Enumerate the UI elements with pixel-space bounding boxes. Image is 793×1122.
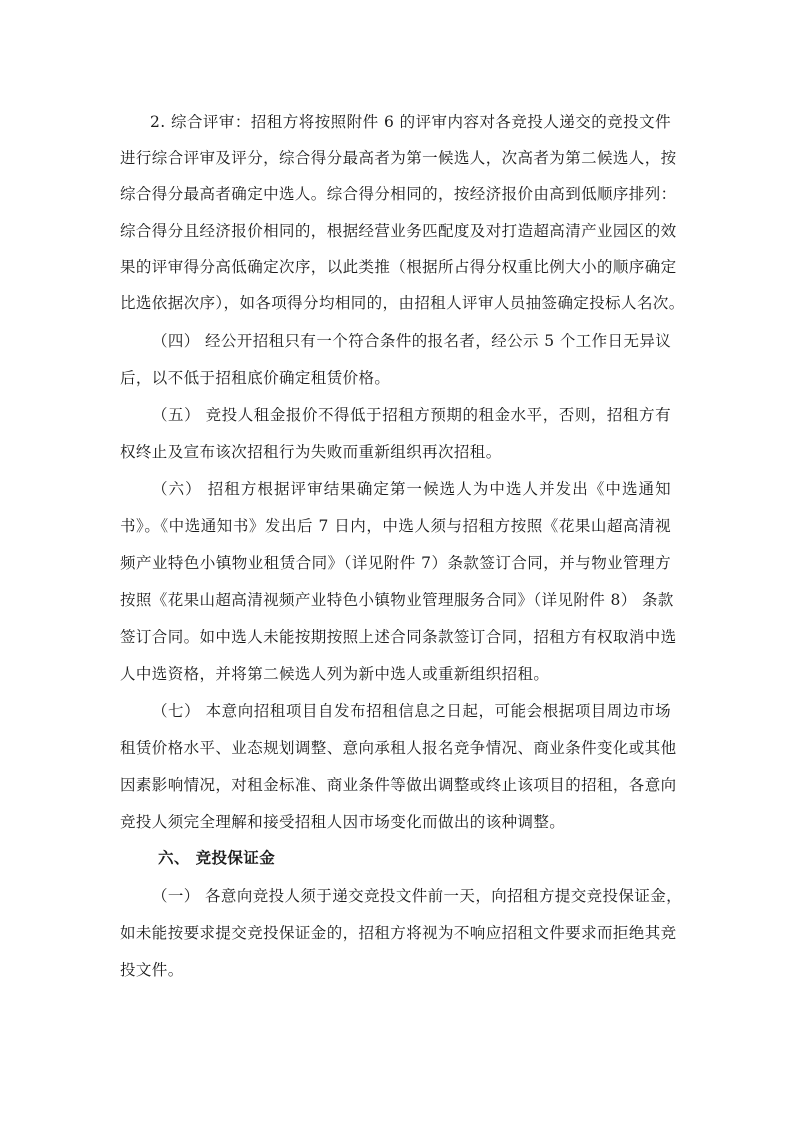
paragraph-5-line-3: 因素影响情况，对租金标准、商业条件等做出调整或终止该项目的招租，各意向 xyxy=(120,776,677,794)
paragraph-3-line-2: 权终止及宣布该次招租行为失败而重新组织再次招租。 xyxy=(120,443,502,461)
paragraph-3-line-1: （五） 竞投人租金报价不得低于招租方预期的租金水平，否则，招租方有 xyxy=(152,406,671,424)
paragraph-4-line-4: 按照《花果山超高清视频产业特色小镇物业管理服务合同》（详见附件 8） 条款 xyxy=(120,591,674,609)
paragraph-4-line-2: 书》。《中选通知书》发出后 7 日内，中选人须与招租方按照《花果山超高清视 xyxy=(120,517,671,535)
paragraph-4-line-6: 人中选资格，并将第二候选人列为新中选人或重新组织招租。 xyxy=(120,665,550,683)
paragraph-5-line-2: 租赁价格水平、业态规划调整、意向承租人报名竞争情况、商业条件变化或其他 xyxy=(120,739,677,757)
paragraph-4-line-1: （六） 招租方根据评审结果确定第一候选人为中选人并发出《中选通知 xyxy=(152,480,671,498)
paragraph-1-line-3: 综合得分最高者确定中选人。综合得分相同的，按经济报价由高到低顺序排列： xyxy=(120,185,677,203)
paragraph-1-line-2: 进行综合评审及评分，综合得分最高者为第一候选人，次高者为第二候选人，按 xyxy=(120,149,677,167)
paragraph-1-line-5: 果的评审得分高低确定次序，以此类推（根据所占得分权重比例大小的顺序确定 xyxy=(120,258,677,276)
paragraph-1-line-1: 2. 综合评审：招租方将按照附件 6 的评审内容对各竞投人递交的竞投文件 xyxy=(150,113,671,131)
paragraph-2-line-2: 后，以不低于招租底价确定租赁价格。 xyxy=(120,369,391,387)
paragraph-6-line-2: 如未能按要求提交竞投保证金的，招租方将视为不响应招租文件要求而拒绝其竞 xyxy=(120,924,677,942)
section-heading: 六、 竞投保证金 xyxy=(158,849,276,867)
paragraph-1-line-6: 比选依据次序），如各项得分均相同的，由招租人评审人员抽签确定投标人名次。 xyxy=(120,294,685,312)
paragraph-1-line-4: 综合得分且经济报价相同的，根据经营业务匹配度及对打造超高清产业园区的效 xyxy=(120,222,677,240)
paragraph-2-line-1: （四） 经公开招租只有一个符合条件的报名者，经公示 5 个工作日无异议 xyxy=(152,332,672,350)
paragraph-4-line-5: 签订合同。如中选人未能按期按照上述合同条款签订合同，招租方有权取消中选 xyxy=(120,628,677,646)
paragraph-5-line-1: （七） 本意向招租项目自发布招租信息之日起，可能会根据项目周边市场 xyxy=(152,702,671,720)
paragraph-5-line-4: 竞投人须完全理解和接受招租人因市场变化而做出的该种调整。 xyxy=(120,813,566,831)
paragraph-6-line-3: 投文件。 xyxy=(120,961,184,979)
paragraph-6-line-1: （一） 各意向竞投人须于递交竞投文件前一天，向招租方提交竞投保证金， xyxy=(152,887,683,905)
paragraph-4-line-3: 频产业特色小镇物业租赁合同》（详见附件 7）条款签订合同，并与物业管理方 xyxy=(120,554,671,572)
